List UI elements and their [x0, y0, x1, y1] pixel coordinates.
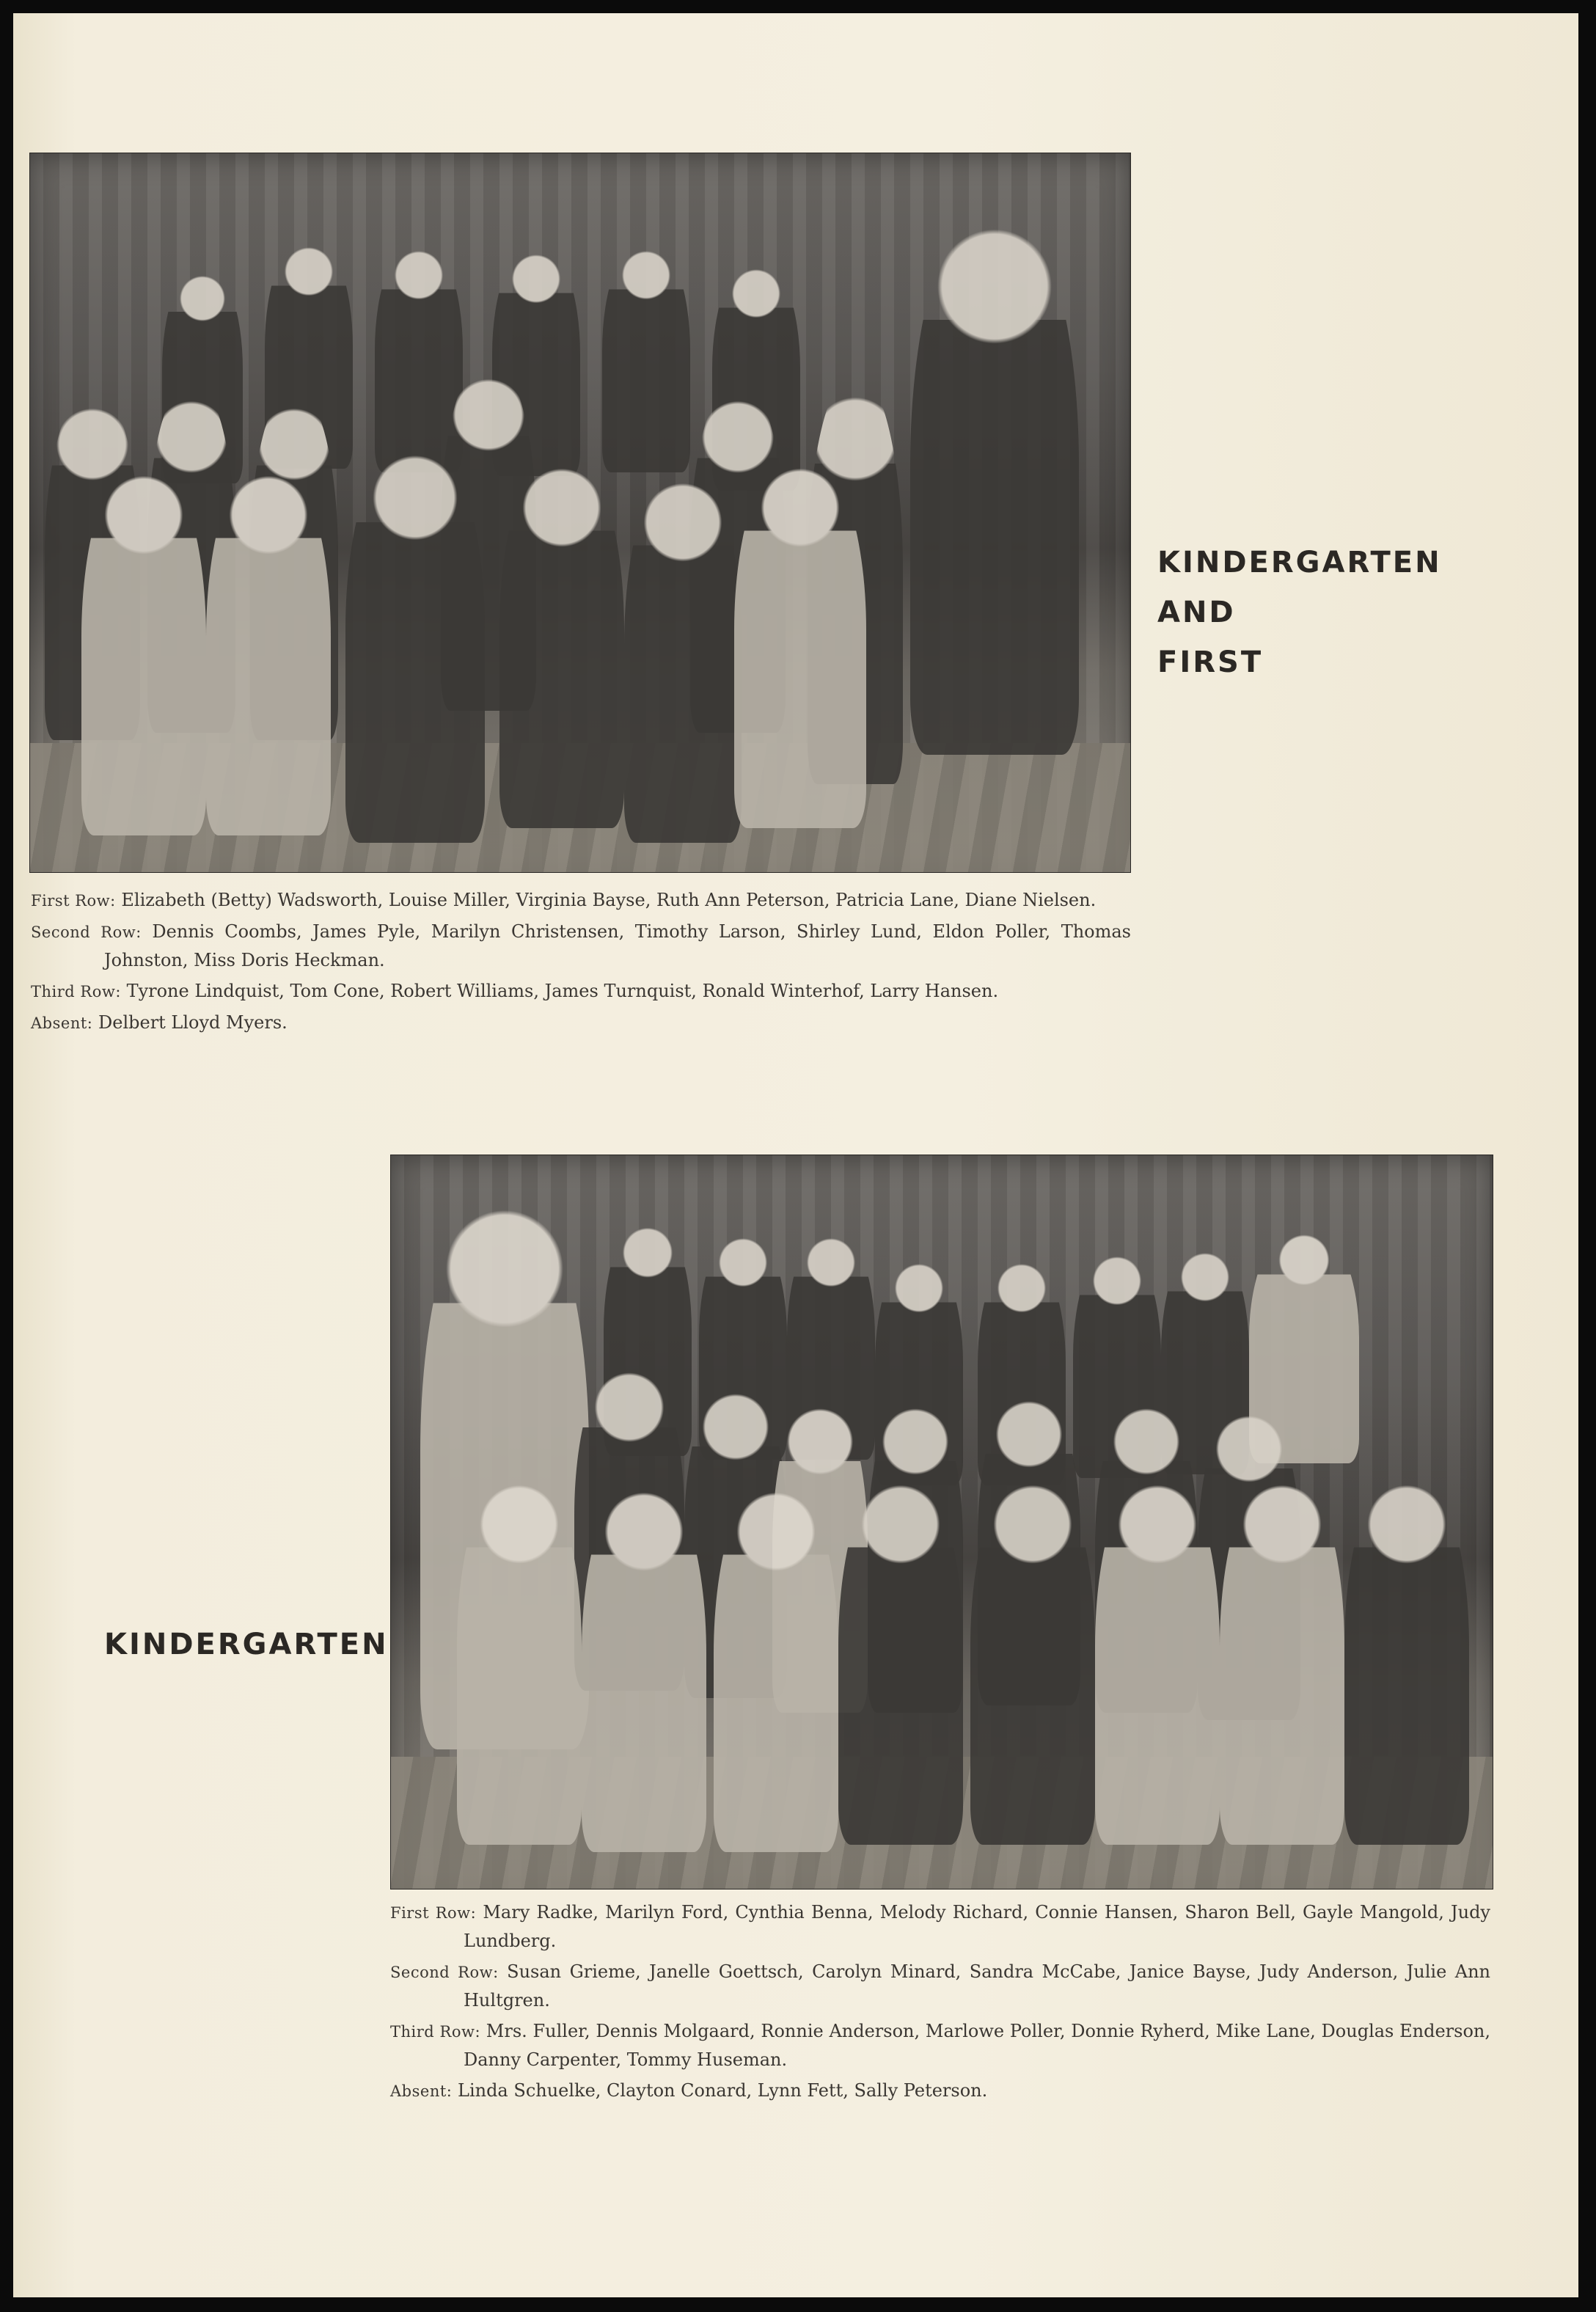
- caption-row: [390, 1958, 1490, 2014]
- caption-row: [390, 2017, 1490, 2074]
- row-names: Dennis Coombs, James Pyle, Marilyn Christensen, Timothy Larson, Shirley Lund, Eldon Poller, Thomas Johnston, Miss Doris Heckman.: [104, 921, 1131, 970]
- row-names: Delbert Lloyd Myers.: [98, 1012, 288, 1033]
- caption-kindergarten-and-first: [31, 886, 1131, 1040]
- caption-row: [31, 886, 1131, 915]
- class-photo-kindergarten: [390, 1155, 1493, 1890]
- row-label: Absent:: [31, 1014, 93, 1032]
- row-names: Tyrone Lindquist, Tom Cone, Robert Williams, James Turnquist, Ronald Winterhof, Larry Hansen.: [126, 981, 999, 1001]
- title-line: KINDERGARTEN: [104, 1628, 389, 1661]
- row-label: Third Row:: [390, 2023, 481, 2041]
- caption-row: [31, 918, 1131, 974]
- caption-row: [390, 2077, 1490, 2105]
- section-title-kindergarten: [104, 1620, 389, 1669]
- caption-row: [31, 977, 1131, 1006]
- row-names: Linda Schuelke, Clayton Conard, Lynn Fett, Sally Peterson.: [458, 2080, 988, 2101]
- row-label: First Row:: [31, 892, 116, 910]
- row-label: First Row:: [390, 1904, 477, 1922]
- caption-row: [31, 1009, 1131, 1037]
- row-names: Elizabeth (Betty) Wadsworth, Louise Miller, Virginia Bayse, Ruth Ann Peterson, Patricia Lane, Diane Nielsen.: [121, 890, 1097, 910]
- title-line: KINDERGARTEN: [1157, 546, 1442, 579]
- row-names: Mary Radke, Marilyn Ford, Cynthia Benna, Melody Richard, Connie Hansen, Sharon Bell, Gayle Mangold, Judy Lundberg.: [464, 1902, 1490, 1951]
- caption-kindergarten: [390, 1898, 1490, 2108]
- row-label: Third Row:: [31, 983, 121, 1000]
- row-names: Mrs. Fuller, Dennis Molgaard, Ronnie Anderson, Marlowe Poller, Donnie Ryherd, Mike Lane, Douglas Enderson, Danny Carpenter, Tommy Huseman.: [464, 2021, 1490, 2070]
- title-line: AND: [1157, 596, 1236, 629]
- caption-row: [390, 1898, 1490, 1955]
- row-names: Susan Grieme, Janelle Goettsch, Carolyn Minard, Sandra McCabe, Janice Bayse, Judy Anderson, Julie Ann Hultgren.: [464, 1961, 1490, 2011]
- row-label: Second Row:: [31, 923, 142, 941]
- yearbook-page: [13, 13, 1578, 2297]
- row-label: Second Row:: [390, 1964, 499, 1981]
- section-title-kindergarten-and-first: [1157, 538, 1442, 687]
- title-line: FIRST: [1157, 645, 1264, 679]
- class-photo-kindergarten-and-first: [29, 153, 1131, 873]
- row-label: Absent:: [390, 2082, 453, 2100]
